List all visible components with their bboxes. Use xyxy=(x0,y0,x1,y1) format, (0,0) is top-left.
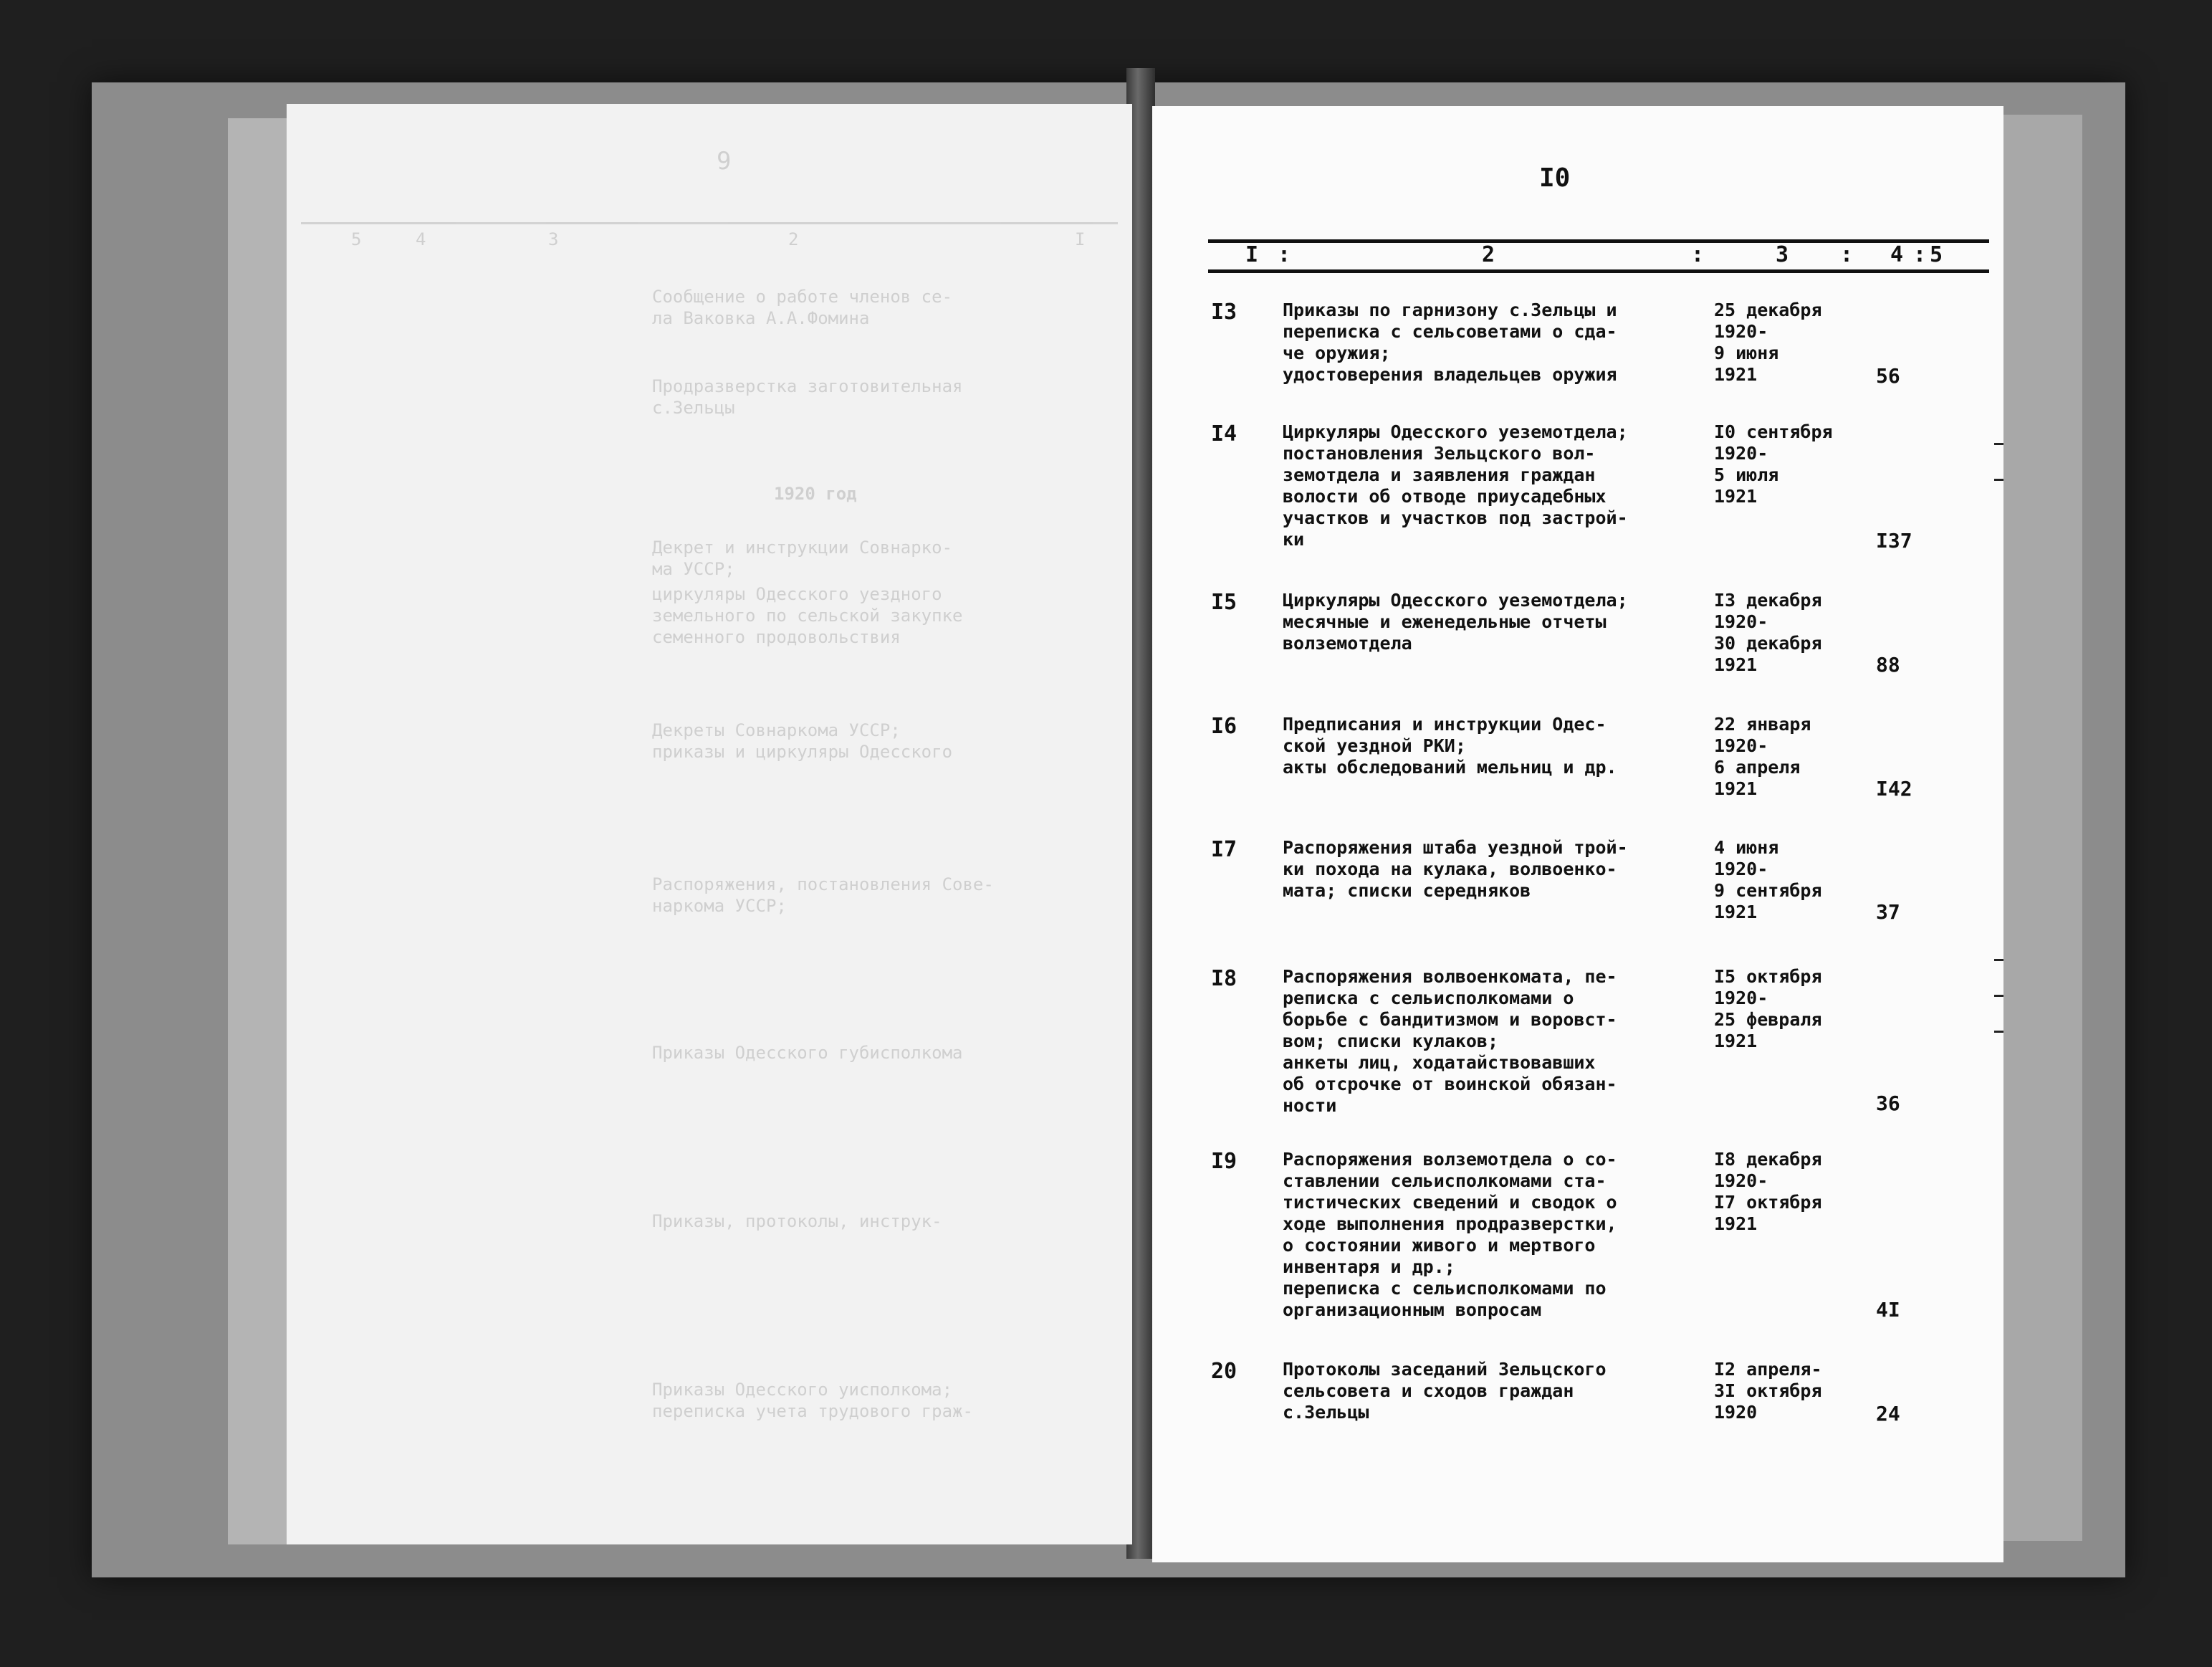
row-number: I7 xyxy=(1211,837,1237,862)
row-sheets: 37 xyxy=(1876,900,1900,924)
margin-tick-mark xyxy=(1994,959,2003,961)
column-separator: : xyxy=(1278,242,1291,267)
left-page xyxy=(287,104,1132,1544)
row-title: Распоряжения штаба уездной трой- ки похода на кулака, волвоенко- мата; списки середняков xyxy=(1283,837,1628,901)
left-col-head-2: 2 xyxy=(788,229,799,249)
left-bleed-line: Приказы Одесского губисполкома xyxy=(652,1043,963,1063)
row-dates: I5 октября 1920- 25 февраля 1921 xyxy=(1714,966,1822,1051)
left-page-number: 9 xyxy=(717,147,732,176)
left-col-head-4: 4 xyxy=(416,229,426,249)
row-number: I9 xyxy=(1211,1149,1237,1174)
row-number: I6 xyxy=(1211,714,1237,739)
row-number: I8 xyxy=(1211,966,1237,991)
row-title: Предписания и инструкции Одес- ской уездной РКИ; акты обследований мельниц и др. xyxy=(1283,714,1617,778)
margin-tick-mark xyxy=(1994,995,2003,997)
row-dates: I0 сентября 1920- 5 июля 1921 xyxy=(1714,421,1833,507)
left-bleed-line: Приказы, протоколы, инструк- xyxy=(652,1211,942,1231)
left-header-rule xyxy=(301,222,1118,224)
left-bleed-line: ма УССР; xyxy=(652,559,735,579)
right-page xyxy=(1152,106,2003,1562)
column-header-4: 4 xyxy=(1890,242,1904,267)
left-bleed-line: 1920 год xyxy=(774,484,857,504)
column-separator: : xyxy=(1691,242,1705,267)
left-bleed-line: приказы и циркуляры Одесского xyxy=(652,742,953,762)
table-header-bottom-rule xyxy=(1208,269,1989,273)
row-sheets: I42 xyxy=(1876,777,1912,801)
row-dates: I8 декабря 1920- I7 октября 1921 xyxy=(1714,1149,1822,1234)
left-bleed-line: Приказы Одесского уисполкома; xyxy=(652,1380,953,1400)
left-bleed-line: Декрет и инструкции Совнарко- xyxy=(652,538,953,558)
column-separator: : xyxy=(1913,242,1927,267)
right-page-edge-strip xyxy=(2003,115,2082,1541)
left-page-edge-strip xyxy=(228,118,287,1544)
row-sheets: I37 xyxy=(1876,529,1912,553)
left-bleed-line: земельного по сельской закупке xyxy=(652,606,963,626)
left-bleed-line: Декреты Совнаркома УССР; xyxy=(652,720,901,740)
column-header-3: 3 xyxy=(1776,242,1789,267)
page-number: I0 xyxy=(1539,163,1571,193)
row-number: 20 xyxy=(1211,1359,1237,1384)
column-header-1: I xyxy=(1245,242,1259,267)
row-sheets: 24 xyxy=(1876,1402,1900,1425)
row-title: Распоряжения волземотдела о со- ставлении сельисполкомами ста- тистических сведений и сводок о ходе выполнения продразверстки, о состоянии живого и мертвого инвентаря и др.; переписка с сельисполкомами по организационным вопросам xyxy=(1283,1149,1617,1320)
left-col-head-5: 5 xyxy=(351,229,362,249)
margin-tick-mark xyxy=(1994,479,2003,481)
row-sheets: 56 xyxy=(1876,364,1900,388)
row-dates: 4 июня 1920- 9 сентября 1921 xyxy=(1714,837,1822,922)
left-bleed-line: наркома УССР; xyxy=(652,896,787,916)
row-title: Протоколы заседаний Зельцского сельсовета и сходов граждан с.Зельцы xyxy=(1283,1359,1607,1423)
left-bleed-line: циркуляры Одесского уездного xyxy=(652,584,942,604)
left-bleed-line: семенного продовольствия xyxy=(652,627,901,647)
left-bleed-line: с.Зельцы xyxy=(652,398,735,418)
row-title: Циркуляры Одесского уеземотдела; месячные и еженедельные отчеты волземотдела xyxy=(1283,590,1628,654)
row-dates: I2 апреля- 3I октября 1920 xyxy=(1714,1359,1822,1423)
row-title: Циркуляры Одесского уеземотдела; постановления Зельцского вол- земотдела и заявления граждан волости об отводе приусадебных участков и участков под застрой- ки xyxy=(1283,421,1628,550)
row-dates: I3 декабря 1920- 30 декабря 1921 xyxy=(1714,590,1822,675)
row-number: I3 xyxy=(1211,300,1237,325)
row-sheets: 36 xyxy=(1876,1092,1900,1115)
left-col-head-1: I xyxy=(1075,229,1086,249)
left-bleed-line: Сообщение о работе членов се- xyxy=(652,287,953,307)
row-title: Приказы по гарнизону с.Зельцы и переписка с сельсоветами о сда- че оружия; удостоверения владельцев оружия xyxy=(1283,300,1617,385)
left-bleed-line: ла Ваковка А.А.Фомина xyxy=(652,308,870,328)
row-number: I5 xyxy=(1211,590,1237,615)
left-bleed-line: Продразверстка заготовительная xyxy=(652,376,963,396)
row-sheets: 88 xyxy=(1876,653,1900,677)
left-page-bleed-through xyxy=(287,104,1132,1544)
column-separator: : xyxy=(1840,242,1854,267)
row-dates: 25 декабря 1920- 9 июня 1921 xyxy=(1714,300,1822,385)
row-sheets: 4I xyxy=(1876,1298,1900,1322)
margin-tick-mark xyxy=(1994,443,2003,445)
row-dates: 22 января 1920- 6 апреля 1921 xyxy=(1714,714,1811,799)
left-bleed-line: Распоряжения, постановления Сове- xyxy=(652,874,994,894)
left-bleed-line: переписка учета трудового граж- xyxy=(652,1401,973,1421)
table-header-top-rule xyxy=(1208,239,1989,243)
row-title: Распоряжения волвоенкомата, пе- реписка с сельисполкомами о борьбе с бандитизмом и воровст- вом; списки кулаков; анкеты лиц, ходатайствовавших об отсрочке от воинской обязан- ности xyxy=(1283,966,1617,1116)
column-header-2: 2 xyxy=(1482,242,1495,267)
left-col-head-3: 3 xyxy=(548,229,559,249)
margin-tick-mark xyxy=(1994,1031,2003,1033)
column-header-5: 5 xyxy=(1930,242,1943,267)
row-number: I4 xyxy=(1211,421,1237,446)
